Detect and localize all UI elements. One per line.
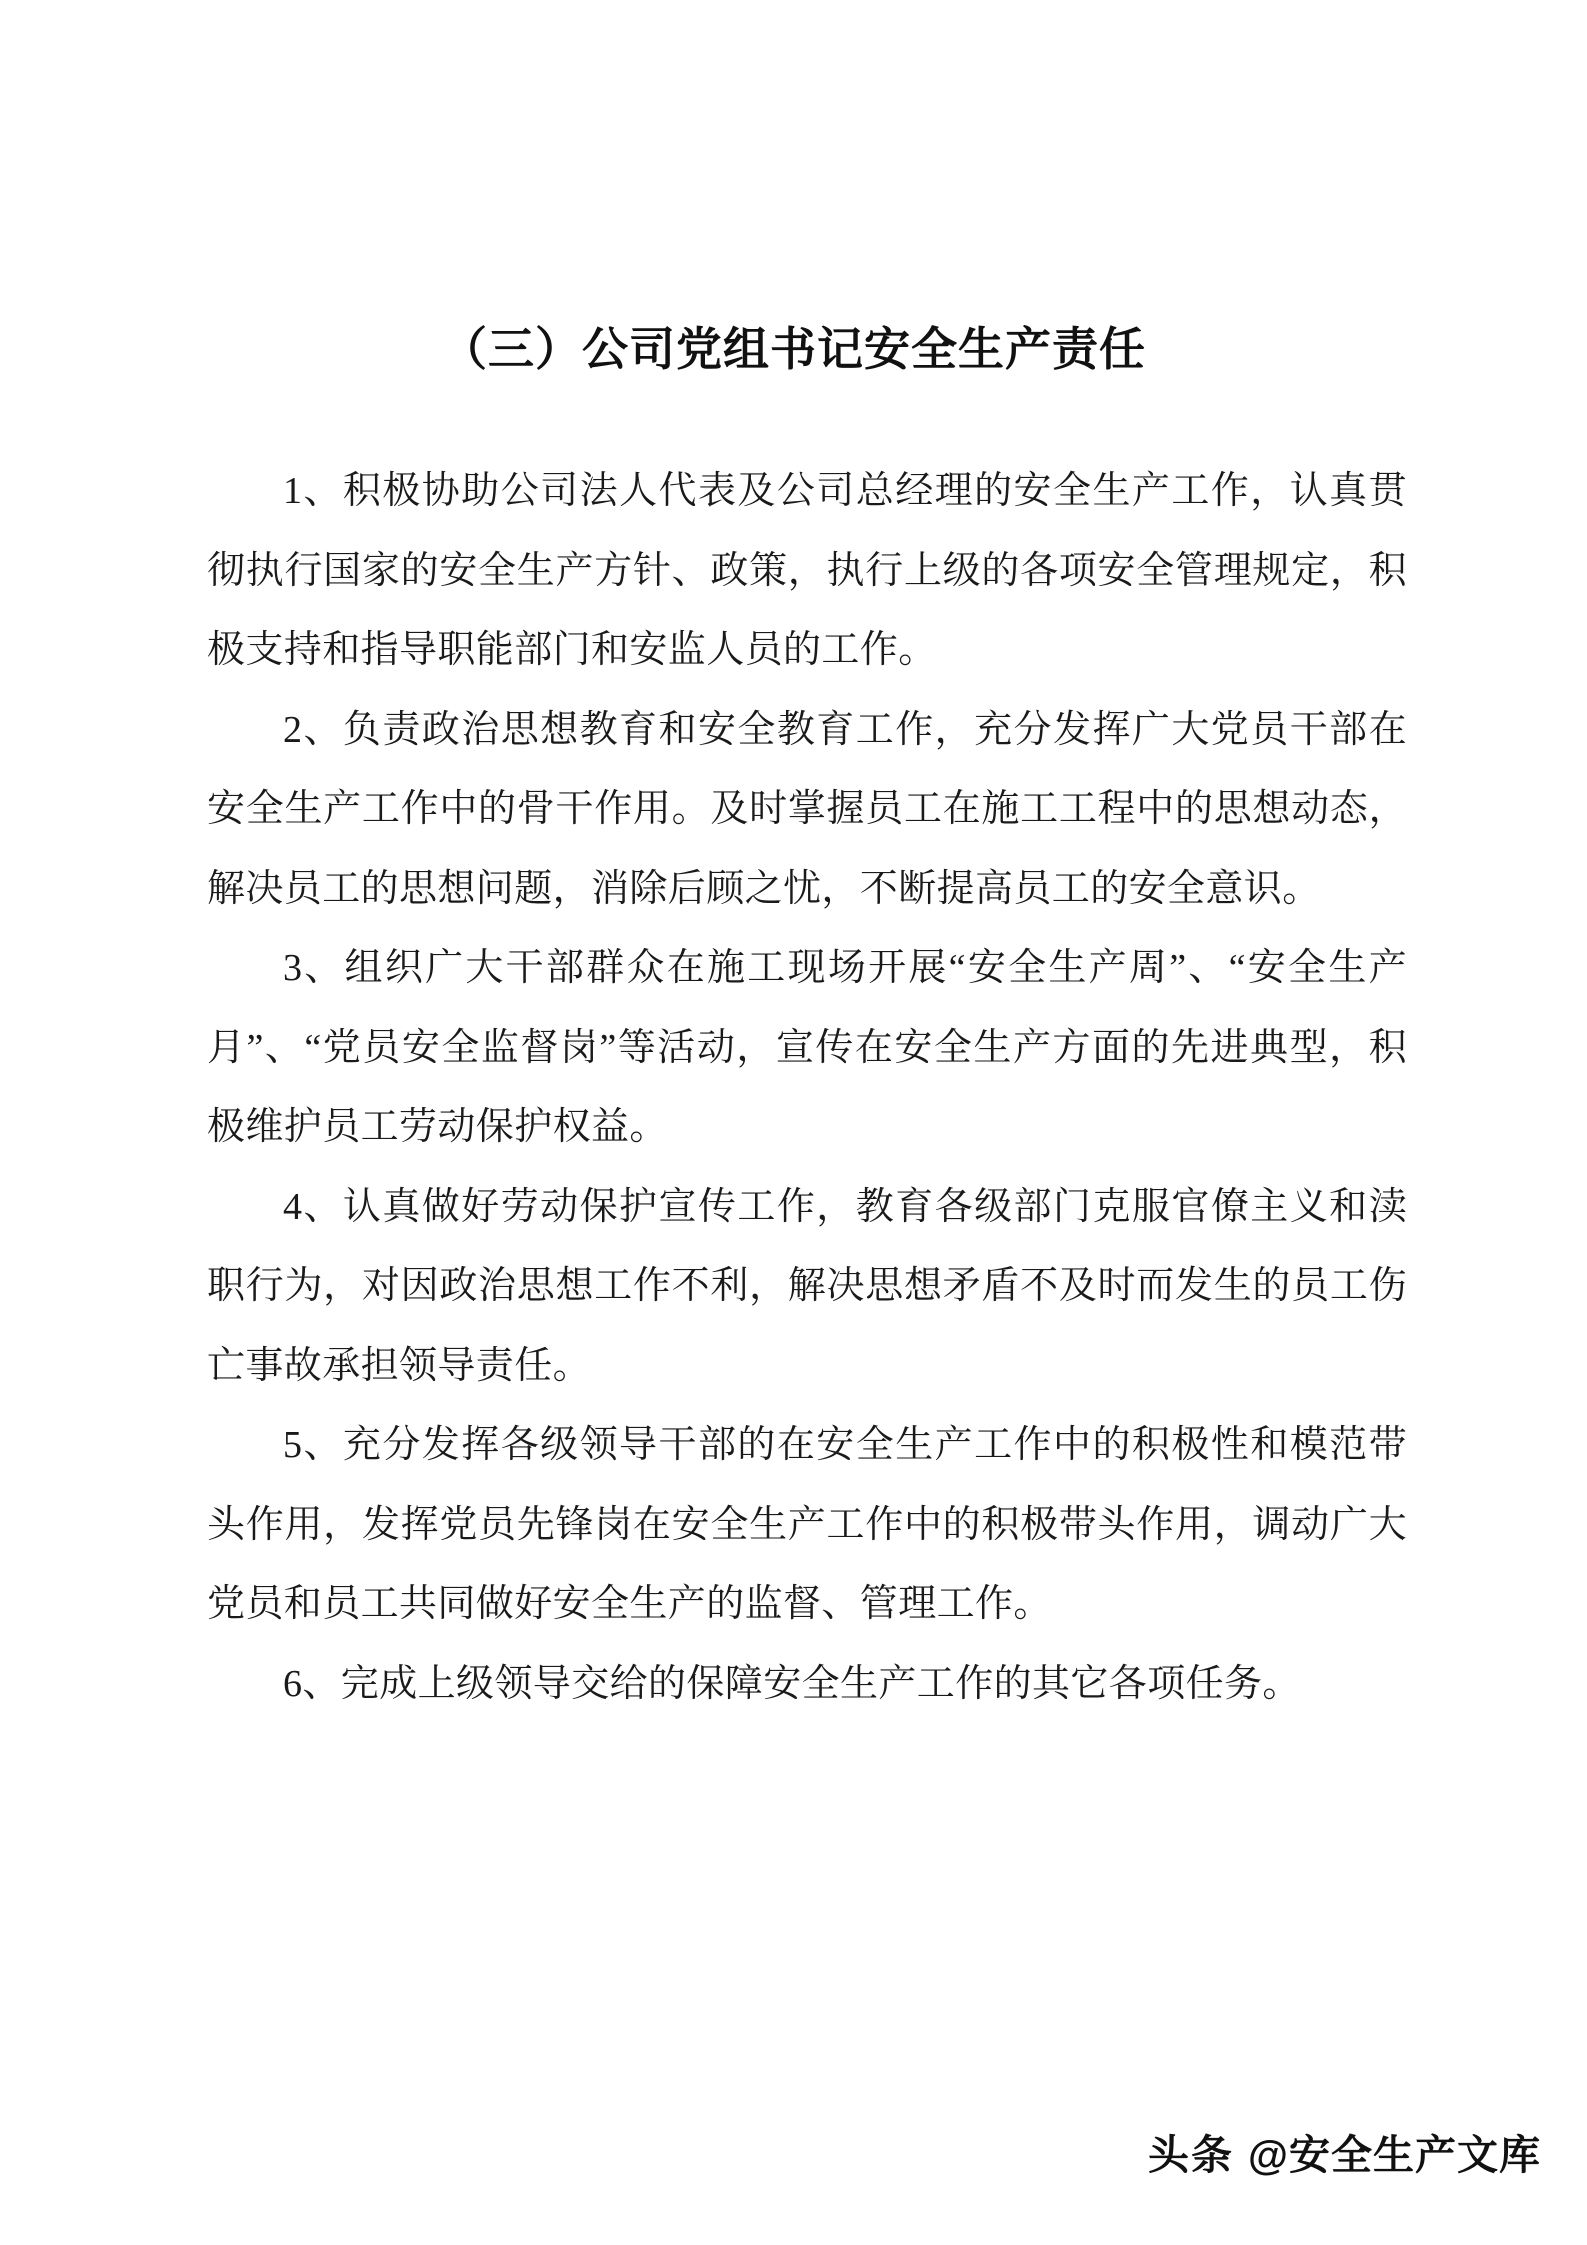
responsibility-item-1: 1、积极协助公司法人代表及公司总经理的安全生产工作，认真贯彻执行国家的安全生产方针、政策，执行上级的各项安全管理规定，积极支持和指导职能部门和安监人员的工作。 bbox=[207, 470, 1407, 671]
responsibility-item-5: 5、充分发挥各级领导干部的在安全生产工作中的积极性和模范带头作用，发挥党员先锋岗在安全生产工作中的积极带头作用，调动广大党员和员工共同做好安全生产的监督、管理工作。 bbox=[207, 1424, 1407, 1625]
responsibility-item-3: 3、组织广大干部群众在施工现场开展“安全生产周”、“安全生产月”、“党员安全监督岗”等活动，宣传在安全生产方面的先进典型，积极维护员工劳动保护权益。 bbox=[207, 947, 1407, 1148]
watermark-brand: 头条 bbox=[1148, 2132, 1234, 2178]
document-content bbox=[207, 452, 1407, 1724]
responsibility-item-6: 6、完成上级领导交给的保障安全生产工作的其它各项任务。 bbox=[283, 1662, 1301, 1705]
page-title: （三）公司党组书记安全生产责任 bbox=[441, 322, 1146, 375]
watermark bbox=[1148, 2120, 1548, 2190]
responsibility-item-2: 2、负责政治思想教育和安全教育工作，充分发挥广大党员干部在安全生产工作中的骨干作用。及时掌握员工在施工工程中的思想动态，解决员工的思想问题，消除后顾之忧，不断提高员工的安全意识。 bbox=[207, 708, 1407, 910]
watermark-handle: @安全生产文库 bbox=[1248, 2132, 1541, 2178]
responsibility-item-4: 4、认真做好劳动保护宣传工作，教育各级部门克服官僚主义和渎职行为，对因政治思想工作不利，解决思想矛盾不及时而发生的员工伤亡事故承担领导责任。 bbox=[207, 1185, 1407, 1387]
